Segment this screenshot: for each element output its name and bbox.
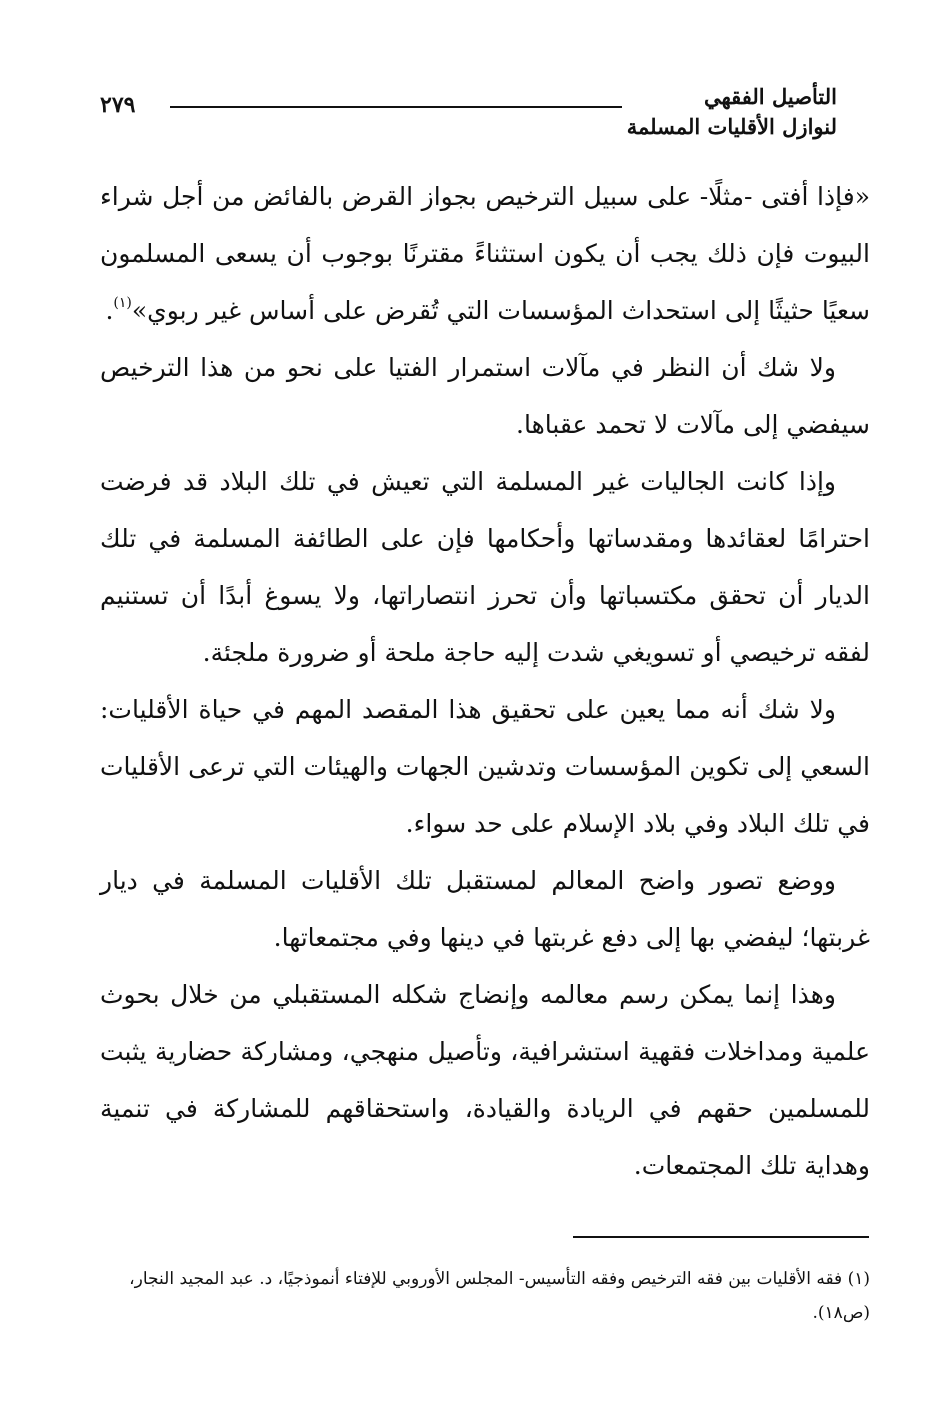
footnote-separator: [573, 1236, 869, 1238]
paragraph-6: وهذا إنما يمكن رسم معالمه وإنضاج شكله المستقبلي من خلال بحوث علمية ومداخلات فقهية استشرافية، وتأصيل منهجي، ومشاركة حضارية يثبت للمسلمين حقهم في الريادة والقيادة، واستحقاقهم للمشاركة في تنمية وهداية تلك المجتمعات.: [100, 980, 870, 1180]
page-header: [100, 74, 837, 154]
page-number: ٢٧٩: [100, 92, 136, 118]
paragraph-2: ولا شك أن النظر في مآلات استمرار الفتيا على نحو من هذا الترخيص سيفضي إلى مآلات لا تحمد عقباها.: [100, 353, 870, 439]
paragraph-4: ولا شك أنه مما يعين على تحقيق هذا المقصد المهم في حياة الأقليات: السعي إلى تكوين المؤسسات وتدشين الجهات والهيئات التي ترعى الأقليات في تلك البلاد وفي بلاد الإسلام على حد سواء.: [100, 695, 870, 838]
footnotes: [100, 1262, 870, 1330]
main-text: [100, 168, 870, 1194]
footnote-1-line-1: (١) فقه الأقليات بين فقه الترخيص وفقه التأسيس- المجلس الأوروبي للإفتاء أنموذجيًا، د. عبد المجيد النجار،: [129, 1269, 870, 1289]
header-rule: [170, 106, 622, 108]
paragraph-3: وإذا كانت الجاليات غير المسلمة التي تعيش في تلك البلاد قد فرضت احترامًا لعقائدها ومقدساتها وأحكامها فإن على الطائفة المسلمة في تلك الديار أن تحقق مكتسباتها وأن تحرز انتصاراتها، ولا يسوغ أبدًا أن تستنيم لفقه ترخيصي أو تسويغي شدت إليه حاجة ملحة أو ضرورة ملجئة.: [100, 467, 870, 667]
footnote-ref-1[interactable]: (١): [113, 295, 132, 311]
footnote-1-line-2: (ص١٨).: [812, 1303, 870, 1323]
quote-text: «فإذا أفتى -مثلًا- على سبيل الترخيص بجواز القرض بالفائض من أجل شراء البيوت فإن ذلك يجب أن يكون استثناءً مقترنًا بوجوب أن يسعى المسلمون سعيًا حثيثًا إلى استحداث المؤسسات التي تُقرض على أساس غير ربوي»: [100, 182, 870, 325]
quote-end: .: [105, 296, 114, 325]
paragraph-5: ووضع تصور واضح المعالم لمستقبل تلك الأقليات المسلمة في ديار غربتها؛ ليفضي بها إلى دفع غربتها في دينها وفي مجتمعاتها.: [100, 866, 870, 952]
running-title: [627, 82, 837, 142]
paragraph-quote: [100, 168, 870, 339]
running-title-line-2: لنوازل الأقليات المسلمة: [626, 114, 837, 139]
running-title-line-1: التأصيل الفقهي: [703, 84, 837, 109]
